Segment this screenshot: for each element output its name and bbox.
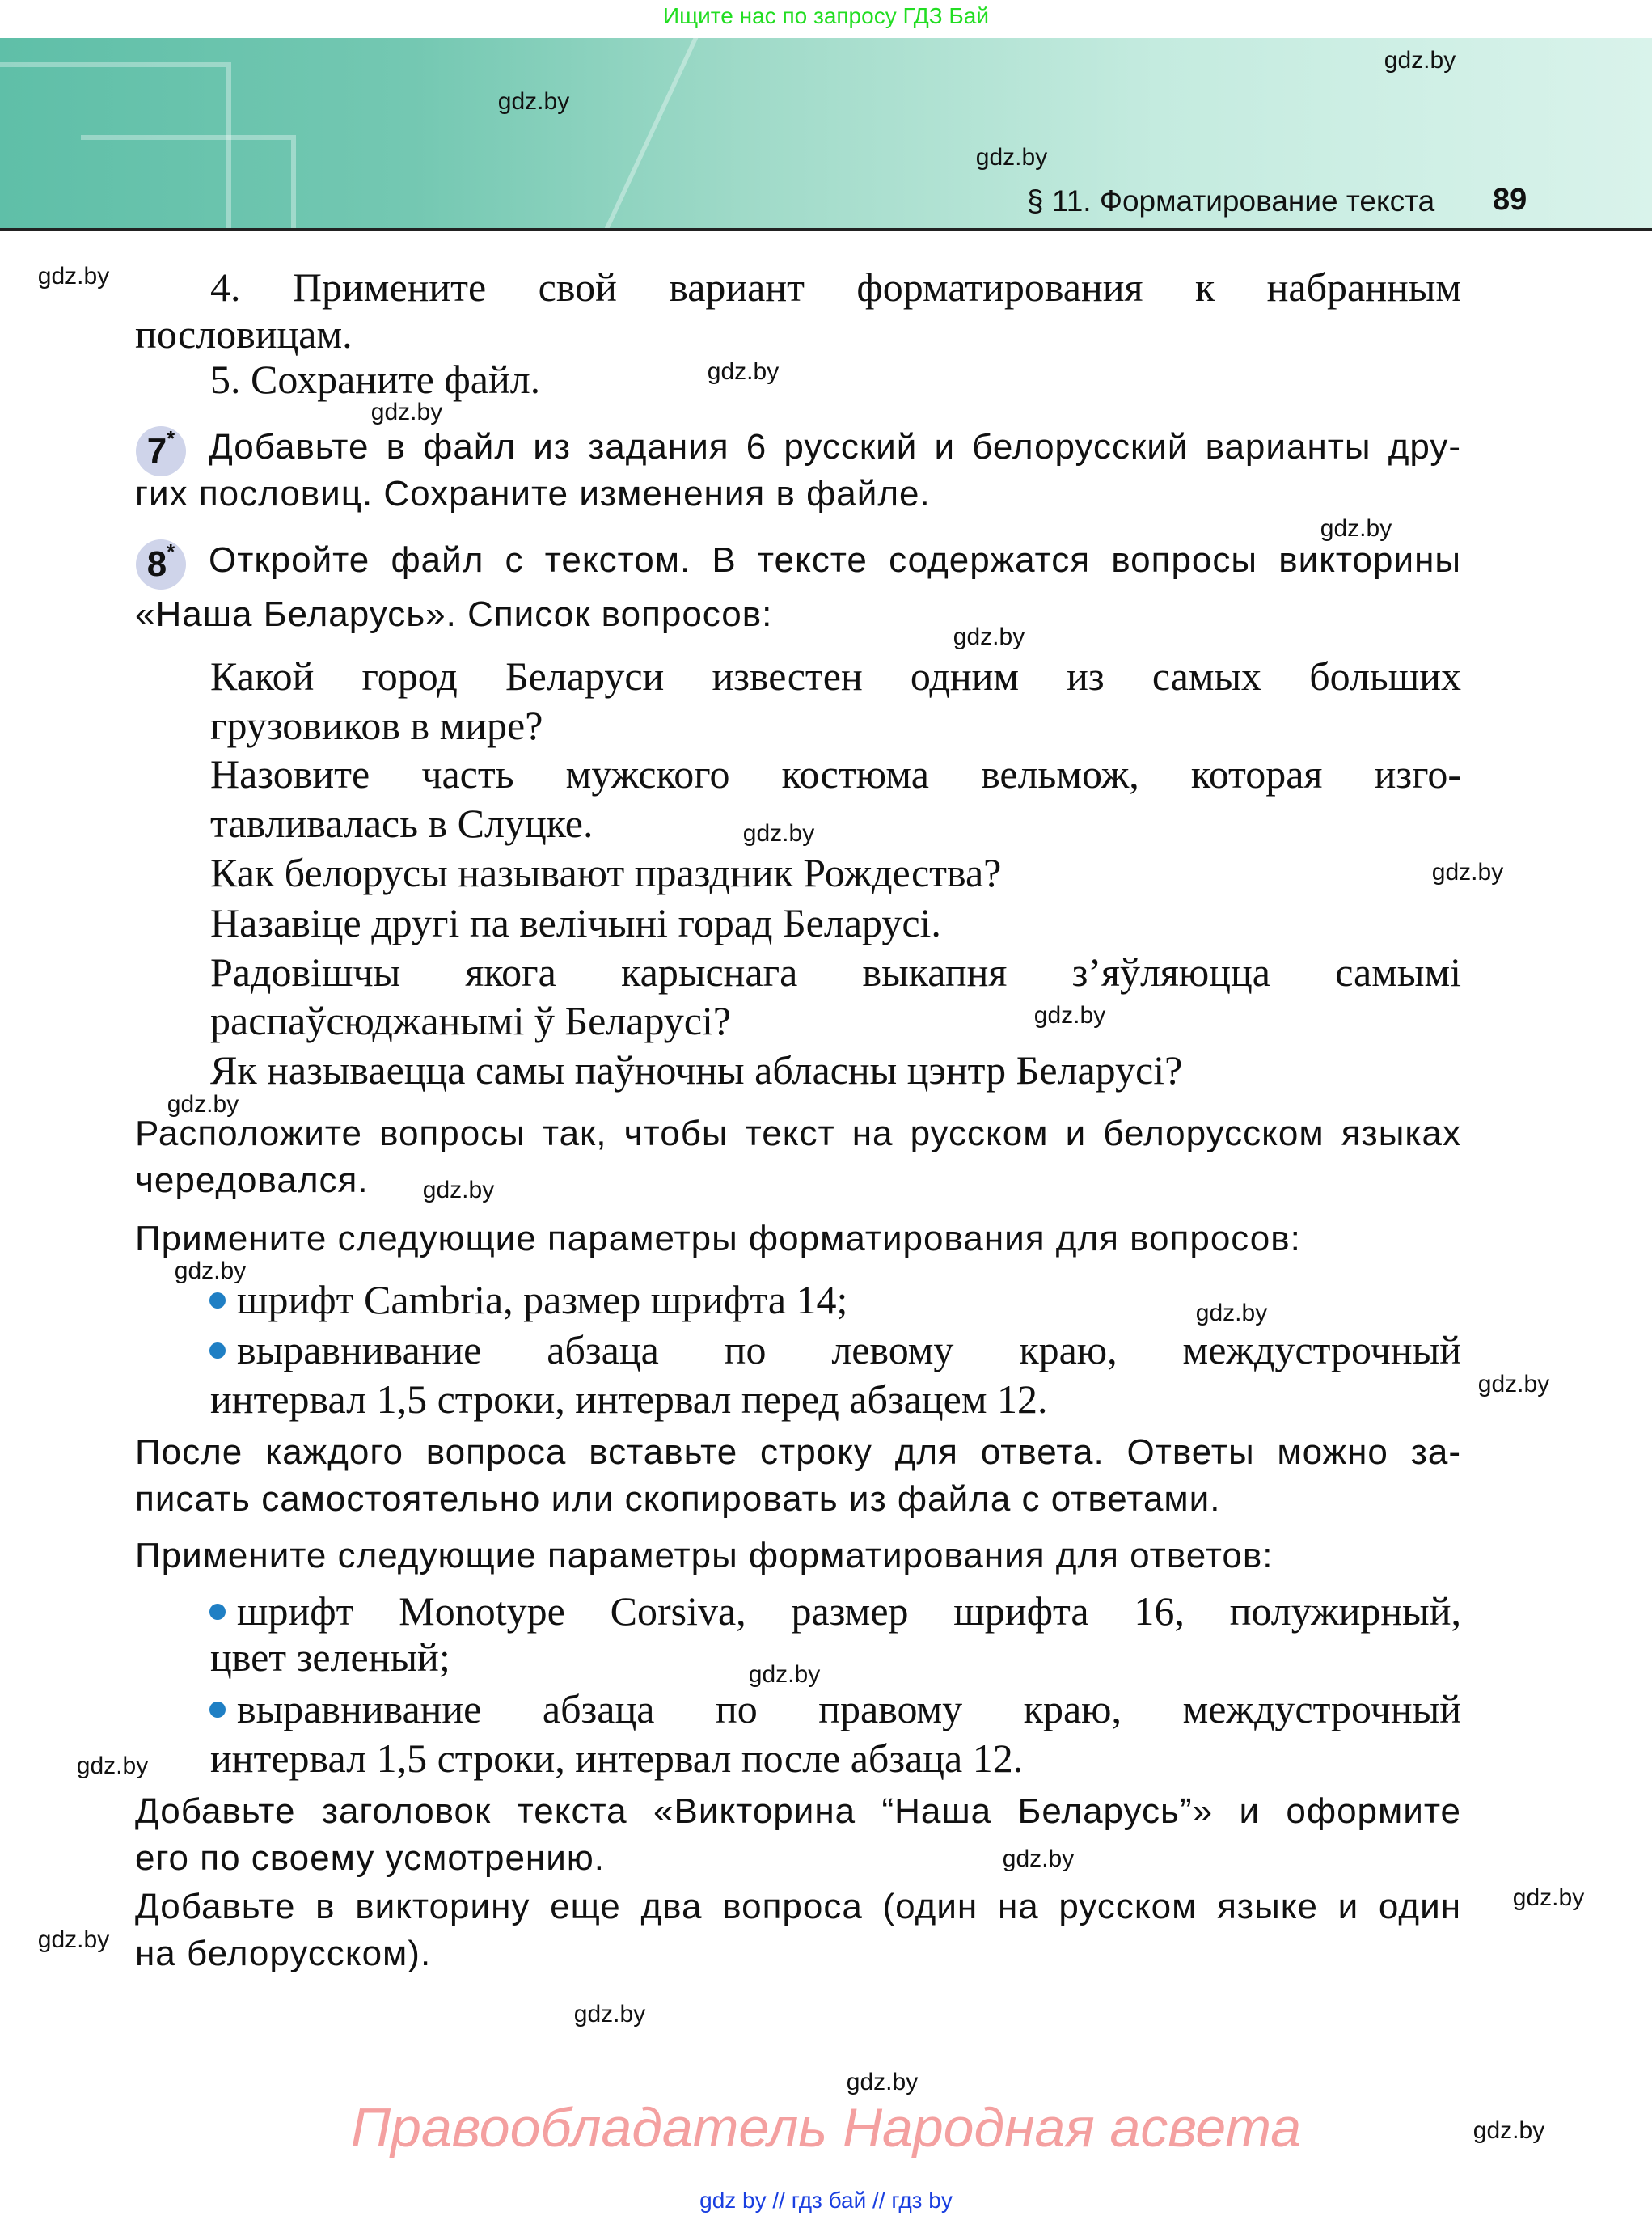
watermark: gdz.by [1431,859,1504,886]
section-title: § 11. Форматирование текста [1027,184,1435,218]
watermark: gdz.by [497,88,570,115]
bullet-icon [209,1702,226,1718]
question-line: Назавіце другі па велічыні горад Беларусі. [210,900,941,945]
task-line: Расположите вопросы так, чтобы текст на русском и белорусском языках [135,1114,1461,1153]
question-line: тавливалась в Слуцке. [210,801,594,846]
watermark: gdz.by [742,820,815,847]
format-item: шрифт Monotype Corsiva, размер шрифта 16, полужирный, [237,1588,1461,1634]
task-line: «Наша Беларусь». Список вопросов: [135,594,773,634]
question-line: грузовиков в мире? [210,703,543,748]
watermark: gdz.by [370,399,443,425]
watermark: gdz.by [1512,1884,1585,1911]
question-line: Як называецца самы паўночны абласны цэнтр Беларусі? [210,1047,1183,1093]
question-line: Радовішчы якога карыснага выкапня з’яўляюцца самымі [210,949,1461,995]
task-line: После каждого вопроса вставьте строку для ответа. Ответы можно за- [135,1432,1461,1472]
task-8-badge [136,539,186,590]
question-line: Какой город Беларуси известен одним из самых больших [210,653,1461,699]
watermark: gdz.by [1033,1002,1106,1029]
task-line: Добавьте в файл из задания 6 русский и белорусский варианты дру- [209,427,1461,467]
task-line: чередовался. [135,1161,369,1200]
question-line: Как белорусы называют праздник Рождества? [210,850,1002,895]
watermark: gdz.by [1195,1300,1268,1326]
difficulty-star: * [167,426,175,450]
bullet-icon [209,1342,226,1359]
watermark: gdz.by [37,1926,110,1953]
task-number: 7 [146,431,167,471]
format-item: интервал 1,5 строки, интервал после абзаца 12. [210,1736,1024,1781]
watermark: gdz.by [167,1091,239,1118]
format-item: выравнивание абзаца по правому краю, междустрочный [237,1686,1461,1731]
step-line: пословицам. [135,311,353,357]
rights-holder-watermark: Правообладатель Народная асвета [350,2097,1302,2158]
watermark: gdz.by [76,1753,149,1779]
watermark: gdz.by [1002,1846,1075,1872]
step-line: 5. Сохраните файл. [210,357,541,402]
circuit-decoration [81,135,296,228]
task-line: Примените следующие параметры форматирования для ответов: [135,1536,1274,1575]
watermark: gdz.by [1472,2117,1545,2144]
watermark: gdz.by [975,144,1048,171]
page-number: 89 [1493,183,1527,217]
search-banner[interactable]: Ищите нас по запросу ГДЗ Бай [662,3,990,28]
watermark: gdz.by [953,624,1025,650]
question-line: Назовите часть мужского костюма вельмож, которая изго- [210,751,1461,797]
watermark: gdz.by [573,2001,646,2027]
format-item: цвет зеленый; [210,1634,450,1680]
footer-links[interactable]: gdz by // гдз бай // гдз by [699,2188,953,2213]
watermark: gdz.by [422,1177,495,1203]
difficulty-star: * [167,539,175,564]
task-7-badge [136,426,186,476]
task-line: его по своему усмотрению. [135,1838,606,1878]
task-number: 8 [146,544,167,584]
task-line: писать самостоятельно или скопировать из файла с ответами. [135,1479,1221,1519]
format-item: шрифт Cambria, размер шрифта 14; [237,1277,848,1322]
watermark: gdz.by [748,1661,821,1688]
task-line: Добавьте в викторину еще два вопроса (один на русском языке и один [135,1887,1461,1926]
task-line: Примените следующие параметры форматирования для вопросов: [135,1219,1301,1258]
circuit-decoration [435,38,702,228]
watermark: gdz.by [1477,1371,1550,1397]
watermark: gdz.by [707,358,780,385]
watermark: gdz.by [37,263,110,290]
bullet-icon [209,1292,226,1309]
format-item: выравнивание абзаца по левому краю, междустрочный [237,1327,1461,1372]
watermark: gdz.by [1320,515,1392,542]
task-line: на белорусском). [135,1934,432,1973]
watermark: gdz.by [1384,47,1456,74]
question-line: распаўсюджанымі ў Беларусі? [210,998,732,1043]
step-line: 4. Примените свой вариант форматирования к набранным [210,264,1461,310]
task-line: Добавьте заголовок текста «Викторина “Наша Беларусь”» и оформите [135,1791,1461,1831]
header-divider [0,228,1652,231]
task-line: Откройте файл с текстом. В тексте содержатся вопросы викторины [209,540,1461,580]
bullet-icon [209,1604,226,1620]
format-item: интервал 1,5 строки, интервал перед абзацем 12. [210,1376,1048,1422]
watermark: gdz.by [846,2069,919,2095]
task-line: гих пословиц. Сохраните изменения в файле. [135,474,931,514]
watermark: gdz.by [174,1258,247,1284]
